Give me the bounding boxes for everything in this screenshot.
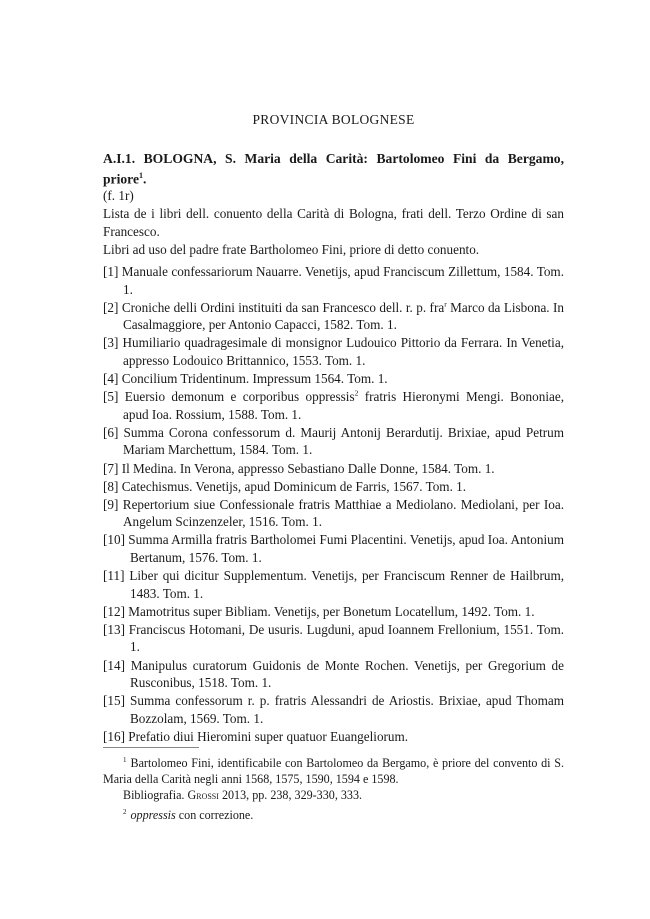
book-item-1 xyxy=(103,263,564,298)
book-item-12 xyxy=(103,603,564,621)
bibliography-author: Grossi xyxy=(187,788,219,803)
item-text: Franciscus Hotomani, De usuris. Lugduni, apud Ioannem Frellonium, 1551. Tom. 1. xyxy=(128,621,564,655)
item-text: Liber qui dicitur Supplementum. Venetijs, per Franciscum Renner de Hailbrum, 1483. Tom. 1. xyxy=(129,568,564,601)
footnote-1-bibliography xyxy=(103,787,564,803)
footnote-1 xyxy=(103,752,564,787)
item-number: [4] xyxy=(103,371,119,387)
item-number: [1] xyxy=(103,264,119,279)
folio-reference: (f. 1r) xyxy=(103,188,134,203)
intro-block xyxy=(103,187,564,259)
bibliography-ref: 2013, pp. 238, 329-330, 333. xyxy=(221,788,363,803)
entry-title-text: A.I.1. BOLOGNA, S. Maria della Carità: Bartolomeo Fini da Bergamo, priore xyxy=(103,151,564,187)
book-item-4 xyxy=(103,370,564,388)
book-item-13 xyxy=(103,621,564,656)
item-number: [14] xyxy=(103,657,125,673)
book-item-16 xyxy=(103,728,564,746)
intro-line-1: Lista de i libri dell. conuento della Carità di Bologna, frati dell. Terzo Ordine di san Francesco. xyxy=(103,206,564,239)
item-text: Manipulus curatorum Guidonis de Monte Rochen. Venetijs, per Gregorium de Rusconibus, 1518. Tom. 1. xyxy=(130,657,565,691)
item-text: Mamotritus super Bibliam. Venetijs, per Bonetum Locatellum, 1492. Tom. 1. xyxy=(128,603,535,619)
item-text-cont: fratris Hieronymi Mengi. Bononiae, apud Ioa. Rossium, 1588. Tom. 1. xyxy=(123,389,564,422)
footnotes xyxy=(103,752,564,823)
item-number: [16] xyxy=(103,728,125,744)
item-number: [6] xyxy=(103,424,119,440)
item-superscript: r xyxy=(444,299,447,309)
item-number: [3] xyxy=(103,335,119,351)
item-text-cont: Marco da Lisbona. In Casalmaggiore, per Antonio Capacci, 1582. Tom. 1. xyxy=(123,299,565,333)
footnote-2 xyxy=(103,804,564,823)
item-text: Prefatio diui Hieromini super quatuor Euangeliorum. xyxy=(128,728,409,744)
footnote-divider xyxy=(103,747,199,748)
book-list xyxy=(103,263,564,746)
book-item-9 xyxy=(103,496,564,531)
item-text: Concilium Tridentinum. Impressum 1564. Tom. 1. xyxy=(121,371,388,387)
footnote-1-number: 1 xyxy=(123,756,127,764)
footnote-ref-2: 2 xyxy=(354,388,359,398)
item-text: Euersio demonum e corporibus oppressis xyxy=(124,389,355,405)
item-text: Summa confessorum r. p. fratris Alessandri de Ariostis. Brixiae, apud Thomam Bozzolam, 1569. Tom. 1. xyxy=(130,693,564,726)
item-text: Repertorium siue Confessionale fratris Matthiae a Mediolano. Mediolani, per Ioa. Angelum Scinzenzeler, 1516. Tom. 1. xyxy=(122,496,564,530)
item-number: [2] xyxy=(103,299,119,315)
book-item-2 xyxy=(103,299,564,334)
footnote-2-text: con correzione. xyxy=(178,807,254,822)
footnote-ref-1: 1 xyxy=(139,171,143,180)
book-item-3 xyxy=(103,334,564,369)
item-text: Humiliario quadragesimale di monsignor Ludouico Pittorio da Ferrara. In Venetia, appresso Lodouico Brittannico, 1553. Tom. 1. xyxy=(122,335,565,368)
item-text: Catechismus. Venetijs, apud Dominicum de Farris, 1567. Tom. 1. xyxy=(121,478,467,494)
item-text: Summa Corona confessorum d. Maurij Antonij Berardutij. Brixiae, apud Petrum Mariam Marchettum, 1584. Tom. 1. xyxy=(123,424,565,458)
item-number: [8] xyxy=(103,478,119,494)
footnote-2-number: 2 xyxy=(123,807,127,816)
book-item-8 xyxy=(103,478,564,496)
item-text: Croniche delli Ordini instituiti da san Francesco dell. r. p. fra xyxy=(121,299,445,315)
item-number: [7] xyxy=(103,460,119,476)
item-text: Manuale confessariorum Nauarre. Venetijs, apud Franciscum Zillettum, 1584. Tom. 1. xyxy=(121,264,564,297)
book-item-15 xyxy=(103,692,564,727)
intro-line-2: Libri ad uso del padre frate Bartholomeo Fini, priore di detto conuento. xyxy=(103,242,480,257)
footnote-1-text: Bartolomeo Fini, identificabile con Bartolomeo da Bergamo, è priore del convento di S. Maria della Carità negli anni 1568, 1575, 1590, 1594 e 1598. xyxy=(103,756,564,787)
book-item-11 xyxy=(103,567,564,602)
item-number: [9] xyxy=(103,496,119,512)
book-item-7 xyxy=(103,460,564,478)
book-item-6 xyxy=(103,424,564,459)
footnote-2-word: oppressis xyxy=(130,807,176,822)
item-number: [13] xyxy=(103,621,125,637)
running-head: PROVINCIA BOLOGNESE xyxy=(252,112,415,127)
item-number: [10] xyxy=(103,532,125,548)
item-number: [11] xyxy=(103,568,125,584)
entry-title: A.I.1. BOLOGNA, S. Maria della Carità: Bartolomeo Fini da Bergamo, priore$^1$. xyxy=(103,151,564,187)
item-number: [15] xyxy=(103,693,125,709)
book-item-14 xyxy=(103,657,564,692)
book-item-5 xyxy=(103,388,564,423)
item-number: [5] xyxy=(103,389,119,405)
item-number: [12] xyxy=(103,603,125,619)
bibliography-label: Bibliografia. xyxy=(123,788,185,803)
book-item-10 xyxy=(103,531,564,566)
item-text: Il Medina. In Verona, appresso Sebastiano Dalle Donne, 1584. Tom. 1. xyxy=(121,460,495,476)
item-text: Summa Armilla fratris Bartholomei Fumi Placentini. Venetijs, apud Ioa. Antonium Bertanum, 1576. Tom. 1. xyxy=(128,532,565,565)
